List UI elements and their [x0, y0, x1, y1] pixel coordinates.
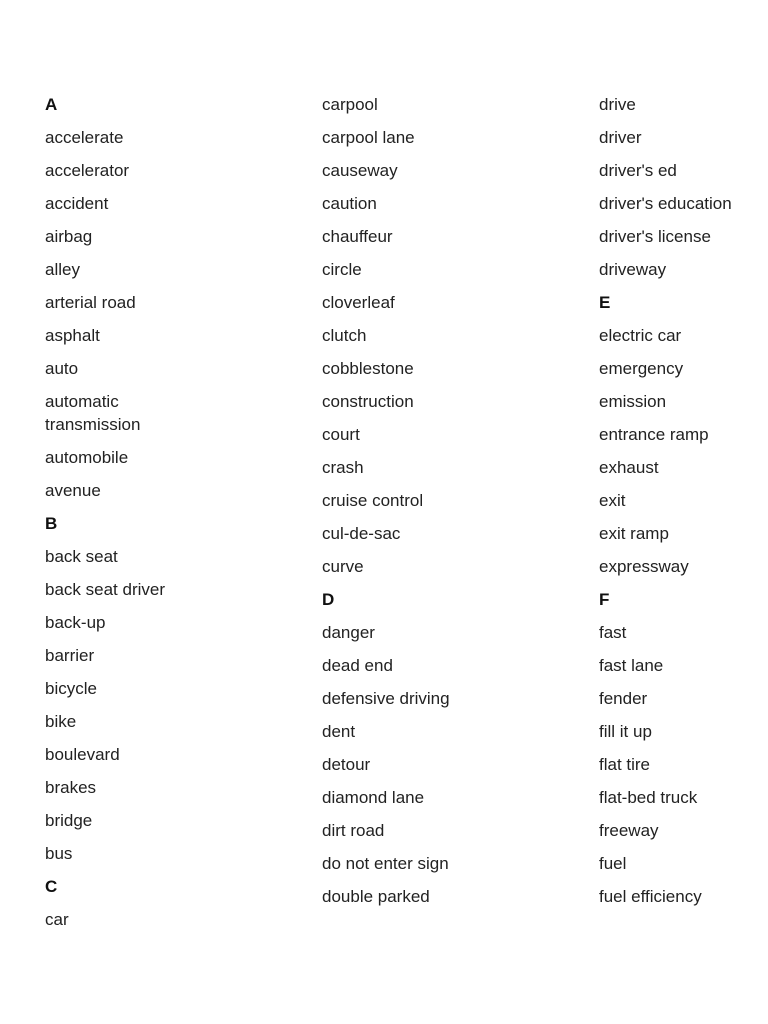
word-list-item: driver's education: [599, 194, 732, 213]
word-list-item: detour: [322, 755, 371, 774]
word-list-item: auto: [45, 359, 79, 378]
word-list-item: clutch: [322, 326, 367, 345]
word-list-item: bicycle: [45, 679, 97, 698]
word-list-item: cruise control: [322, 491, 424, 510]
word-list-item: dirt road: [322, 821, 385, 840]
section-letter-heading: D: [322, 590, 335, 609]
word-list-item: accelerate: [45, 128, 124, 147]
word-list-item: entrance ramp: [599, 425, 709, 444]
word-list-item: airbag: [45, 227, 93, 246]
word-list-item: exhaust: [599, 458, 659, 477]
word-list-item: circle: [322, 260, 362, 279]
word-list-item: construction: [322, 392, 414, 411]
word-list-item: double parked: [322, 887, 430, 906]
word-list-item: freeway: [599, 821, 659, 840]
word-list-item: emission: [599, 392, 667, 411]
word-list-item: flat-bed truck: [599, 788, 698, 807]
word-list-item: back seat: [45, 547, 118, 566]
word-list-item: automatic transmission: [45, 392, 141, 434]
word-list-item: dent: [322, 722, 356, 741]
word-list-item: asphalt: [45, 326, 100, 345]
word-list-item: fast lane: [599, 656, 664, 675]
column-1: [45, 90, 285, 938]
word-list-item: cloverleaf: [322, 293, 395, 312]
word-list-item: driver's ed: [599, 161, 677, 180]
word-list-item: bike: [45, 712, 77, 731]
section-letter-heading: E: [599, 293, 611, 312]
word-list-item: emergency: [599, 359, 684, 378]
word-list-item: dead end: [322, 656, 393, 675]
word-list-item: arterial road: [45, 293, 136, 312]
word-list-item: accident: [45, 194, 109, 213]
section-letter-heading: B: [45, 514, 58, 533]
word-list-item: court: [322, 425, 360, 444]
word-list-item: fender: [599, 689, 648, 708]
word-list-item: caution: [322, 194, 377, 213]
section-letter-heading: A: [45, 95, 58, 114]
word-list-item: exit ramp: [599, 524, 669, 543]
word-list-item: automobile: [45, 448, 129, 467]
word-list-item: fast: [599, 623, 627, 642]
word-list-item: fuel efficiency: [599, 887, 702, 906]
word-list-item: causeway: [322, 161, 398, 180]
word-list-item: cul-de-sac: [322, 524, 401, 543]
word-list-item: expressway: [599, 557, 689, 576]
column-2: [322, 90, 562, 915]
word-list-item: carpool lane: [322, 128, 415, 147]
word-list-item: carpool: [322, 95, 378, 114]
word-list-item: bus: [45, 844, 73, 863]
word-list-item: fuel: [599, 854, 627, 873]
section-letter-heading: C: [45, 877, 58, 896]
word-list-item: bridge: [45, 811, 93, 830]
word-list-item: alley: [45, 260, 80, 279]
word-list-item: boulevard: [45, 745, 120, 764]
word-list-item: back seat driver: [45, 580, 165, 599]
word-list-item: diamond lane: [322, 788, 425, 807]
word-list-item: crash: [322, 458, 364, 477]
word-list-item: driveway: [599, 260, 667, 279]
word-list-item: driver's license: [599, 227, 711, 246]
word-list-item: barrier: [45, 646, 95, 665]
word-list-item: defensive driving: [322, 689, 450, 708]
word-list-item: accelerator: [45, 161, 130, 180]
word-list-item: danger: [322, 623, 375, 642]
word-list-item: cobblestone: [322, 359, 414, 378]
word-list-item: back-up: [45, 613, 106, 632]
section-letter-heading: F: [599, 590, 610, 609]
word-list-item: fill it up: [599, 722, 652, 741]
word-list-item: flat tire: [599, 755, 651, 774]
word-list-item: drive: [599, 95, 636, 114]
column-3: [599, 90, 764, 915]
word-list-item: driver: [599, 128, 642, 147]
word-list-item: curve: [322, 557, 364, 576]
word-list-item: do not enter sign: [322, 854, 449, 873]
word-list-item: car: [45, 910, 69, 929]
word-list-item: exit: [599, 491, 626, 510]
word-list-item: brakes: [45, 778, 97, 797]
word-list-item: avenue: [45, 481, 101, 500]
word-list-item: chauffeur: [322, 227, 393, 246]
word-list-item: electric car: [599, 326, 682, 345]
